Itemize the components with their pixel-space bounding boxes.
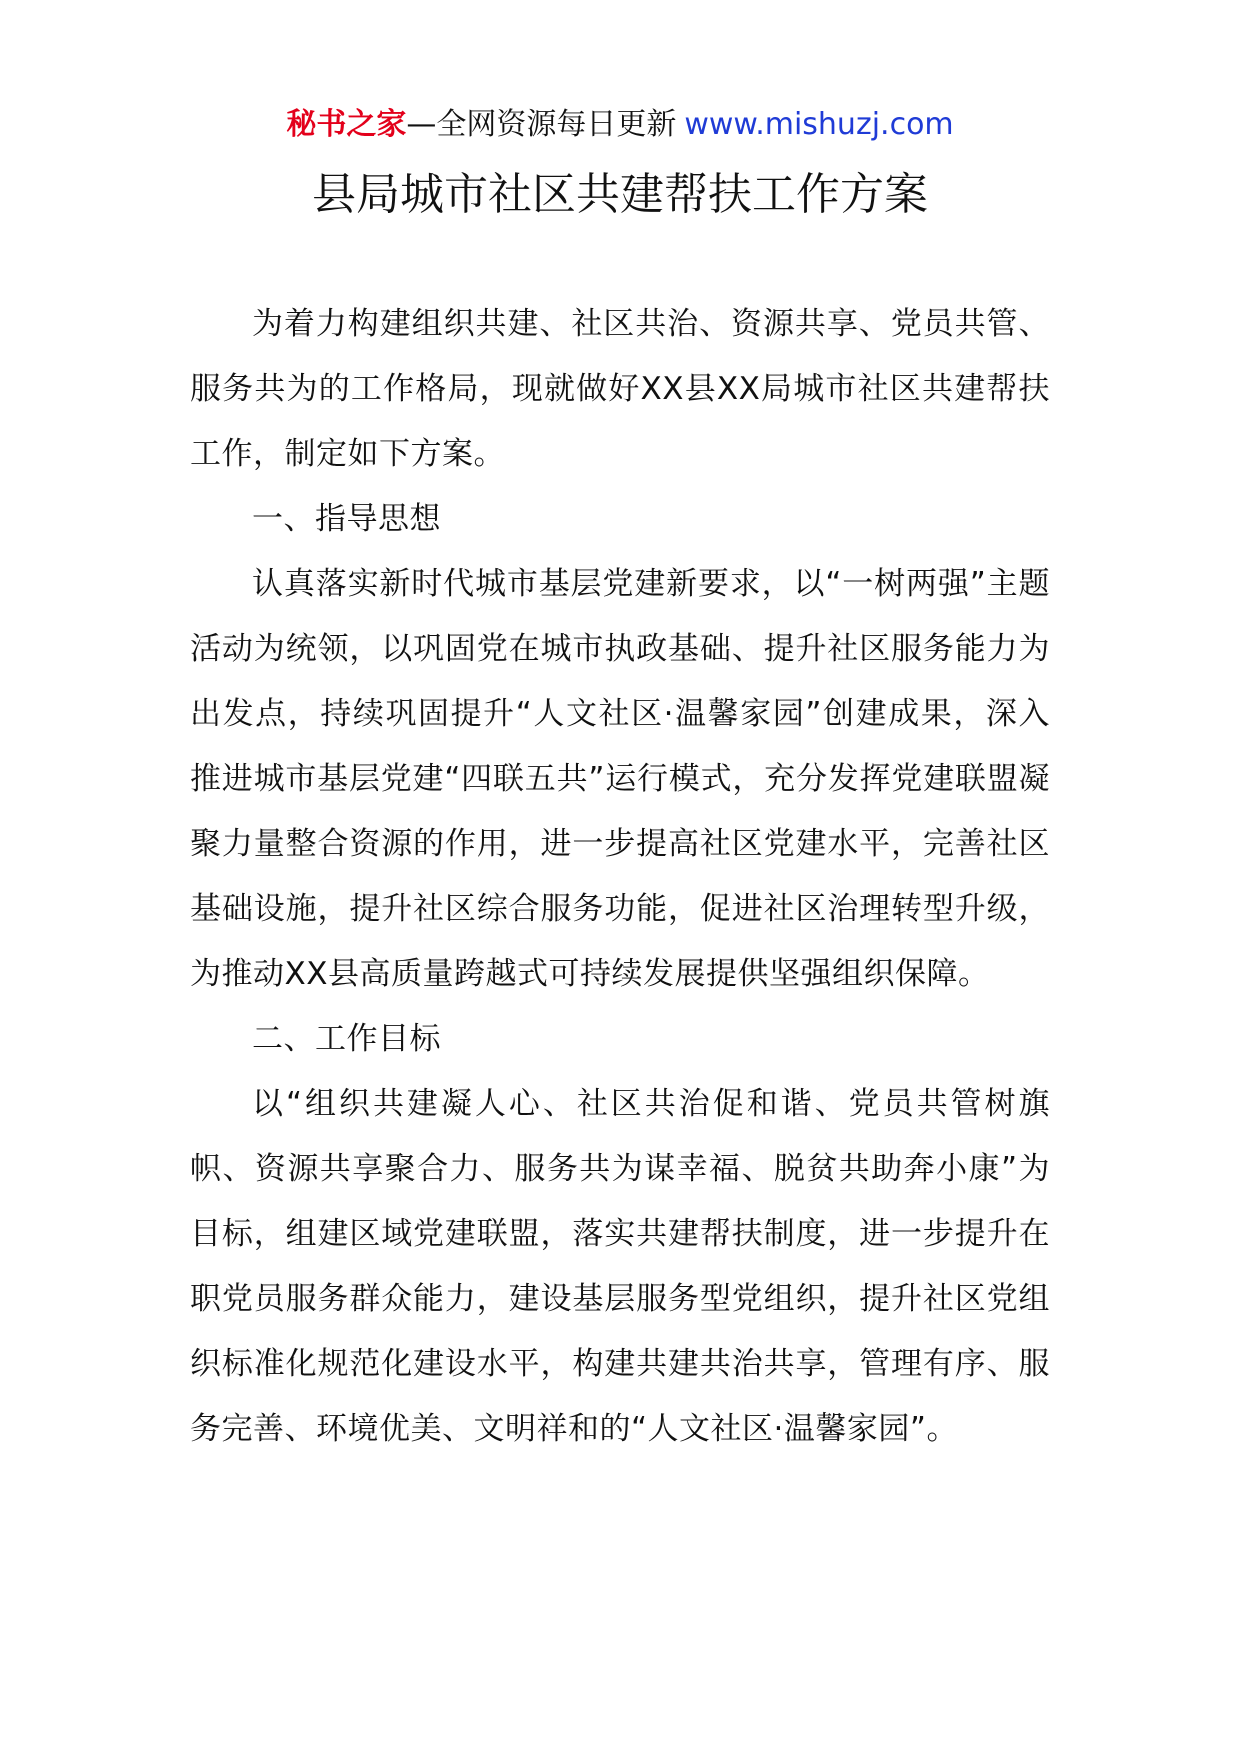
site-header [0,100,1240,150]
site-url-link[interactable]: www.mishuzj.com [684,107,954,142]
brand-name: 秘书之家 [286,107,407,142]
section-heading-guiding-ideology: 一、指导思想 [252,501,441,537]
guiding-ideology-paragraph: 认真落实新时代城市基层党建新要求，以“一树两强”主题活动为统领，以巩固党在城市执政基础、提升社区服务能力为出发点，持续巩固提升“人文社区·温馨家园”创建成果，深入推进城市基层党建“四联五共”运行模式，充分发挥党建联盟凝聚力量整合资源的作用，进一步提高社区党建水平，完善社区基础设施，提升社区综合服务功能，促进社区治理转型升级，为推动XX县高质量跨越式可持续发展提供坚强组织保障。 [190,566,1050,992]
header-slogan: —全网资源每日更新 [406,107,677,142]
document-body [190,292,1050,1462]
work-goals-paragraph: 以“组织共建凝人心、社区共治促和谐、党员共管树旗帜、资源共享聚合力、服务共为谋幸福、脱贫共助奔小康”为目标，组建区域党建联盟，落实共建帮扶制度，进一步提升在职党员服务群众能力，建设基层服务型党组织，提升社区党组织标准化规范化建设水平，构建共建共治共享，管理有序、服务完善、环境优美、文明祥和的“人文社区·温馨家园”。 [190,1086,1050,1447]
intro-paragraph: 为着力构建组织共建、社区共治、资源共享、党员共管、服务共为的工作格局，现就做好XX县XX局城市社区共建帮扶工作，制定如下方案。 [190,306,1050,472]
document-title: 县局城市社区共建帮扶工作方案 [312,169,928,220]
section-heading-work-goals: 二、工作目标 [252,1021,441,1057]
